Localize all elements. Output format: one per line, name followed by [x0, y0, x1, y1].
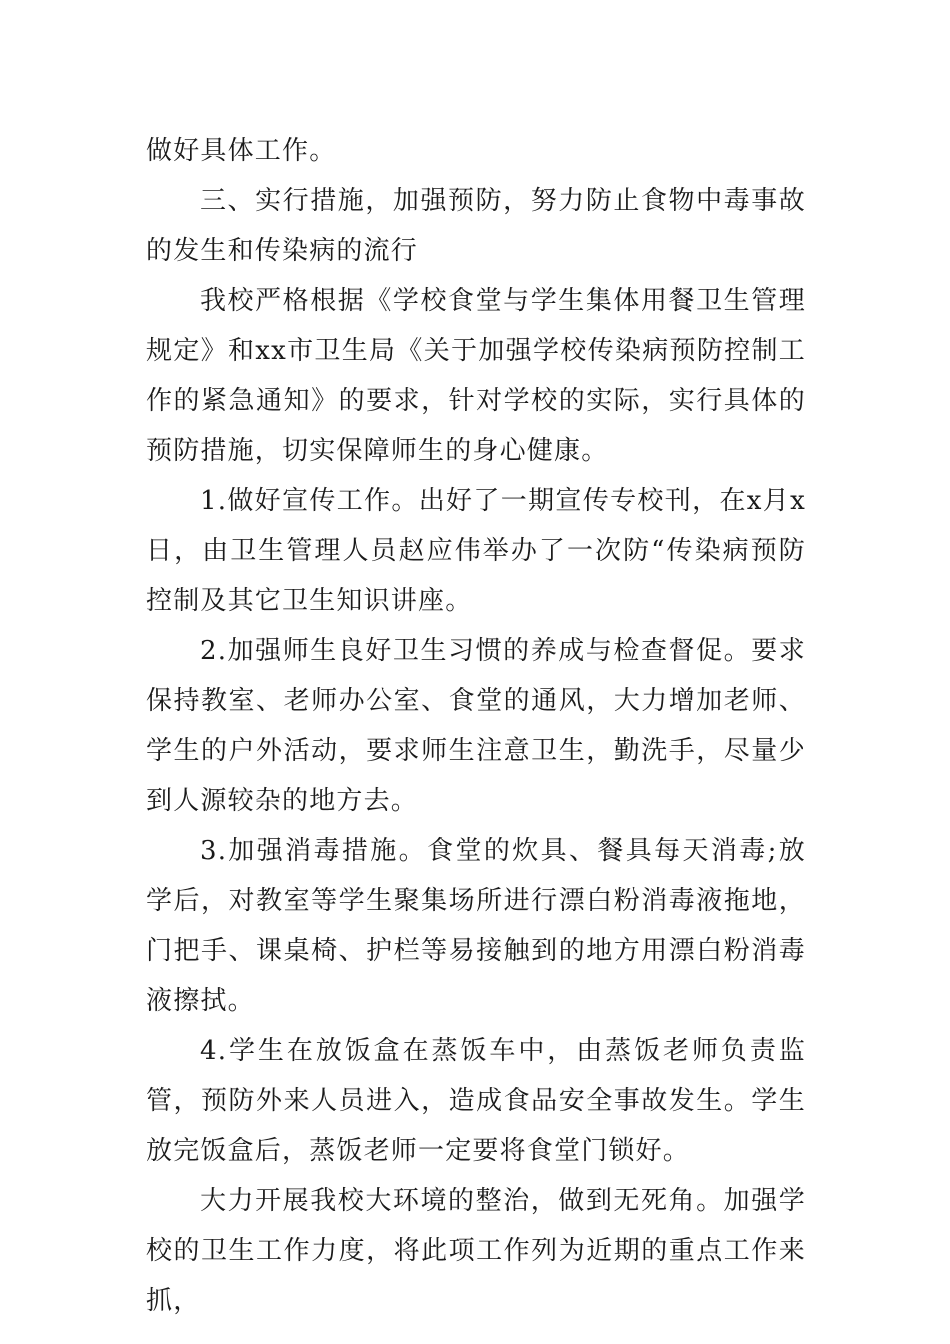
paragraph-environment: 大力开展我校大环境的整治，做到无死角。加强学校的卫生工作力度，将此项工作列为近期的重点工作来抓， [146, 1186, 806, 1316]
section-heading-3: 三、实行措施，加强预防，努力防止食物中毒事故的发生和传染病的流行 [146, 186, 806, 266]
list-item-1-publicity: 1.做好宣传工作。出好了一期宣传专校刊，在x月x日，由卫生管理人员赵应伟举办了一次防“传染病预防控制及其它卫生知识讲座。 [146, 486, 806, 616]
list-item-3-disinfection: 3.加强消毒措施。食堂的炊具、餐具每天消毒;放学后，对教室等学生聚集场所进行漂白粉消毒液拖地，门把手、课桌椅、护栏等易接触到的地方用漂白粉消毒液擦拭。 [146, 836, 806, 1016]
document-body [146, 126, 806, 1326]
list-item-2-hygiene-habits: 2.加强师生良好卫生习惯的养成与检查督促。要求保持教室、老师办公室、食堂的通风，大力增加老师、学生的户外活动，要求师生注意卫生，勤洗手，尽量少到人源较杂的地方去。 [146, 636, 806, 816]
paragraph-regulations: 我校严格根据《学校食堂与学生集体用餐卫生管理规定》和xx市卫生局《关于加强学校传染病预防控制工作的紧急通知》的要求，针对学校的实际，实行具体的预防措施，切实保障师生的身心健康。 [146, 286, 806, 466]
paragraph-continuation: 做好具体工作。 [146, 136, 337, 166]
list-item-4-lunchbox: 4.学生在放饭盒在蒸饭车中，由蒸饭老师负责监管，预防外来人员进入，造成食品安全事故发生。学生放完饭盒后，蒸饭老师一定要将食堂门锁好。 [146, 1036, 806, 1166]
